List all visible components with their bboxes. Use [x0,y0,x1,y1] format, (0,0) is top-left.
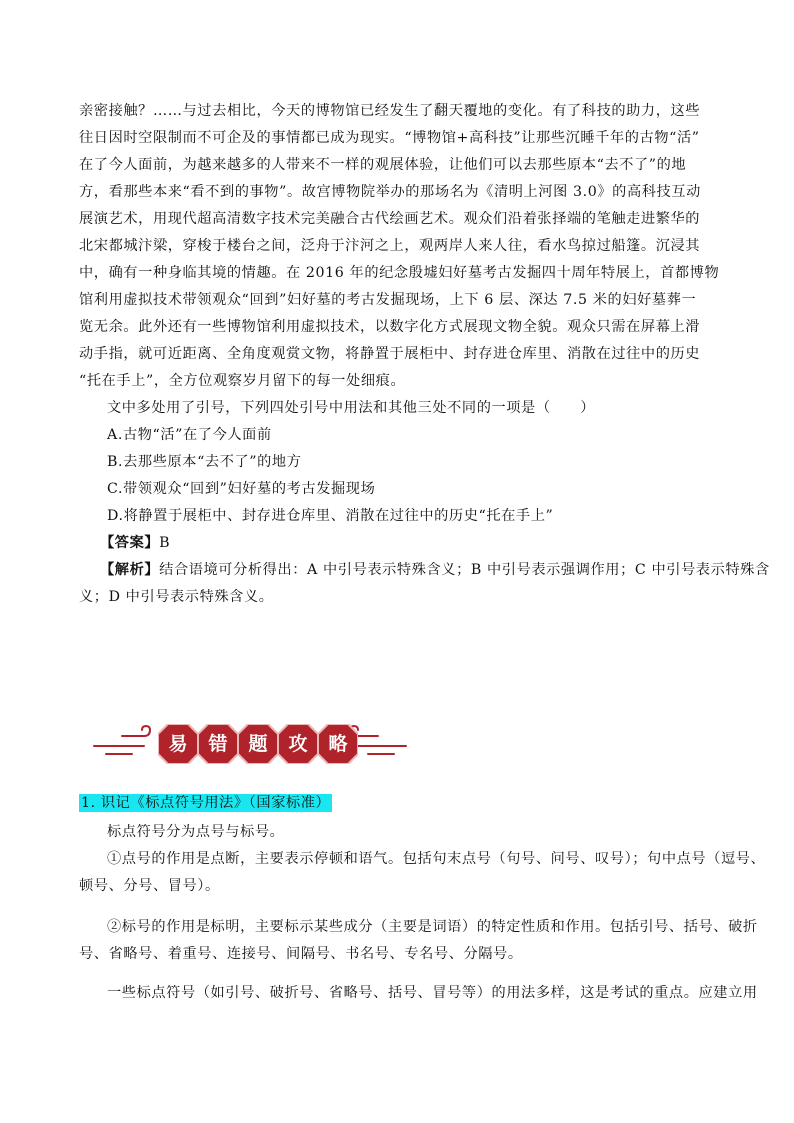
section-heading [79,792,332,812]
passage-line: 往日因时空限制而不可企及的事情都已成为现实。“博物馆+高科技”让那些沉睡千年的古物“活” [79,130,700,146]
answer-label: 【答案】 [100,535,160,551]
analysis [100,559,770,579]
section-heading-highlight: 1. 识记《标点符号用法》（国家标准） [81,795,331,811]
analysis-text: 结合语境可分析得出：A 中引号表示特殊含义；B 中引号表示强调作用；C 中引号表示特殊含 [159,562,770,578]
section-paragraph: 顿号、分号、冒号）。 [79,878,220,894]
banner-tile [318,724,358,764]
banner-char: 题 [248,733,268,755]
section-paragraph: 一些标点符号（如引号、破折号、省略号、括号、冒号等）的用法多样，这是考试的重点。应建立用 [107,985,758,1001]
answer [100,532,170,552]
passage-line: 中，确有一种身临其境的情趣。在 2016 年的纪念殷墟妇好墓考古发掘四十周年特展上，首都博物 [79,265,720,281]
section-banner [92,722,408,768]
answer-value: B [159,535,171,551]
passage-line: 展演艺术，用现代超高清数字技术完美融合古代绘画艺术。观众们沿着张择端的笔触走进繁华的 [79,211,701,227]
section-paragraph: ②标号的作用是标明，主要标示某些成分（主要是词语）的特定性质和作用。包括引号、括号、破折 [107,919,758,935]
section-paragraph: 号、省略号、着重号、连接号、间隔号、书名号、专名号、分隔号。 [79,946,523,962]
banner-tile [278,724,318,764]
passage-line: “托在手上”，全方位观察岁月留下的每一处细痕。 [79,373,406,389]
passage-line: 动手指，就可近距离、全角度观赏文物，将静置于展柜中、封存进仓库里、消散在过往中的历史 [79,346,701,362]
analysis-label: 【解析】 [100,562,160,578]
banner-tile [238,724,278,764]
banner-char: 错 [208,733,228,755]
passage-line: 览无余。此外还有一些博物馆利用虚拟技术，以数字化方式展现文物全貌。观众只需在屏幕上滑 [79,319,701,335]
banner-char: 攻 [288,733,308,755]
section-paragraph: ①点号的作用是点断，主要表示停顿和语气。包括句末点号（句号、问号、叹号）；句中点号（逗号、 [107,851,766,867]
option-d: D.将静置于展柜中、封存进仓库里、消散在过往中的历史“托在手上” [107,508,554,524]
option-a: A.古物“活”在了今人面前 [107,427,272,443]
analysis-continued: 义；D 中引号表示特殊含义。 [79,589,274,605]
option-b: B.去那些原本“去不了”的地方 [107,454,302,470]
banner-tile [158,724,198,764]
passage-line: 亲密接触？……与过去相比，今天的博物馆已经发生了翻天覆地的变化。有了科技的助力，这些 [79,103,701,119]
passage-line: 在了今人面前，为越来越多的人带来不一样的观展体验，让他们可以去那些原本“去不了”的地 [79,157,687,173]
passage-line: 北宋都城汴梁，穿梭于楼台之间，泛舟于汴河之上，观两岸人来人往，看水鸟掠过船篷。沉浸其 [79,238,701,254]
banner-char: 略 [328,733,348,755]
banner-char: 易 [168,733,188,755]
banner-tile [198,724,238,764]
question-stem: 文中多处用了引号，下列四处引号中用法和其他三处不同的一项是（ ） [107,400,595,416]
passage-line: 方，看那些本来“看不到的事物”。故宫博物院举办的那场名为《清明上河图 3.0》的高科技互动 [79,184,701,200]
passage-line: 馆利用虚拟技术带领观众“回到”妇好墓的考古发掘现场，上下 6 层、深达 7.5 米的妇好墓葬一 [79,292,697,308]
option-c: C.带领观众“回到”妇好墓的考古发掘现场 [107,481,376,497]
section-paragraph: 标点符号分为点号与标号。 [107,824,285,840]
